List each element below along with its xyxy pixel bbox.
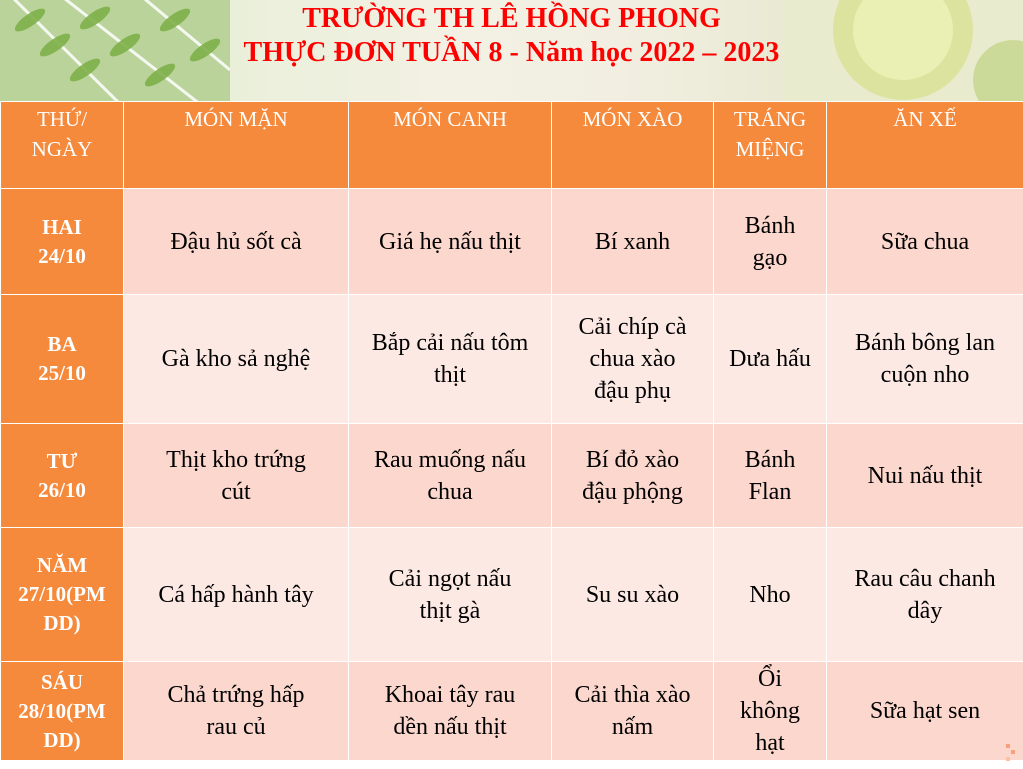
dish-text: Bí đỏ xào [585, 446, 680, 473]
dish-text: đậu phộng [582, 478, 683, 505]
dish-text: Bí xanh [594, 228, 671, 255]
header-stir-fry [552, 102, 714, 189]
day-label: HAI [42, 214, 82, 239]
stir-fry-cell [552, 424, 714, 528]
table-row [1, 424, 1023, 528]
main-dish-cell [124, 528, 349, 662]
dish-text: dây [907, 597, 943, 624]
dish-text: Đậu hủ sốt cà [170, 228, 302, 255]
day-date: 24/10 [38, 243, 86, 268]
dish-text: cuộn nho [880, 362, 970, 388]
menu-week-title: THỰC ĐƠN TUẦN 8 - Năm học 2022 – 2023 [243, 37, 780, 68]
dish-text: Su su xào [585, 581, 680, 608]
day-date: 28/10(PM [18, 698, 106, 723]
dish-text: thịt gà [419, 597, 481, 624]
header-dessert-line: MIỆNG [735, 137, 805, 161]
day-cell [1, 295, 124, 424]
dish-text: nấm [611, 714, 654, 740]
header-dessert [714, 102, 827, 189]
main-dish-cell [124, 295, 349, 424]
dessert-cell [714, 424, 827, 528]
day-label: BA [47, 332, 77, 356]
day-date: 26/10 [38, 477, 86, 502]
dish-text: Cá hấp hành tây [158, 581, 314, 608]
dish-text: Bánh bông lan [855, 330, 995, 356]
snack-cell [827, 295, 1023, 424]
dish-text: dền nấu thịt [393, 714, 507, 740]
main-dish-cell [124, 424, 349, 528]
soup-cell [349, 189, 552, 295]
stir-fry-cell [552, 295, 714, 424]
stir-fry-cell [552, 189, 714, 295]
snack-cell [827, 662, 1023, 761]
corner-dots-decoration [1003, 740, 1017, 769]
dish-text: Gà kho sả nghệ [161, 346, 311, 372]
day-cell [1, 424, 124, 528]
day-date: 25/10 [38, 361, 86, 385]
dish-text: Cải thìa xào [574, 682, 691, 708]
snack-cell [827, 189, 1023, 295]
dish-text: thịt [433, 362, 466, 388]
dish-text: gạo [752, 244, 788, 271]
table-header-row [1, 102, 1023, 189]
dish-text: Rau muống nấu [374, 446, 526, 473]
snack-cell [827, 424, 1023, 528]
main-dish-cell [124, 189, 349, 295]
dish-text: Nho [749, 581, 791, 608]
header-dessert-line: TRÁNG [733, 107, 807, 131]
stir-fry-cell [552, 662, 714, 761]
day-label: NĂM [36, 553, 88, 577]
dessert-cell [714, 528, 827, 662]
day-date: DD) [43, 611, 81, 635]
dish-text: Dưa hấu [729, 346, 811, 372]
dish-text: hạt [755, 730, 785, 756]
snack-cell [827, 528, 1023, 662]
dish-text: Bắp cải nấu tôm [371, 330, 529, 356]
table-row [1, 295, 1023, 424]
dish-text: Bánh [744, 446, 796, 473]
day-label: SÁU [40, 669, 83, 694]
dish-text: Bánh [744, 212, 796, 239]
day-label: TƯ [46, 448, 78, 473]
day-date: DD) [43, 727, 81, 752]
dish-text: Sữa hạt sen [869, 698, 981, 724]
dessert-cell [714, 295, 827, 424]
header-day [1, 102, 124, 189]
day-date: 27/10(PM [18, 582, 106, 606]
dish-text: Khoai tây rau [384, 682, 516, 708]
header-main-dish: MÓN MẶN [124, 102, 349, 189]
dish-text: Cải ngọt nấu [388, 565, 512, 592]
soup-cell [349, 295, 552, 424]
page-title [0, 2, 1023, 70]
stir-fry-cell [552, 528, 714, 662]
dish-text: Flan [748, 478, 792, 505]
dessert-cell [714, 662, 827, 761]
header-soup: MÓN CANH [349, 102, 552, 189]
dish-text: Rau câu chanh [854, 565, 996, 592]
header-stir-fry-line: MÓN XÀO [582, 107, 683, 131]
dish-text: Sữa chua [880, 228, 970, 255]
dish-text: Giá hẹ nấu thịt [379, 228, 521, 255]
dish-text: đậu phụ [594, 378, 671, 404]
main-dish-cell [124, 662, 349, 761]
day-cell [1, 528, 124, 662]
dish-text: không [740, 698, 800, 724]
table-row [1, 189, 1023, 295]
dessert-cell [714, 189, 827, 295]
dish-text: Ổi [758, 666, 782, 692]
dish-text: cút [221, 478, 251, 505]
dish-text: Thịt kho trứng [166, 446, 306, 473]
bottom-strip [0, 760, 1023, 769]
soup-cell [349, 528, 552, 662]
day-cell [1, 662, 124, 761]
dish-text: Chả trứng hấp [167, 682, 305, 708]
soup-cell [349, 424, 552, 528]
soup-cell [349, 662, 552, 761]
day-cell [1, 189, 124, 295]
header-day-line: THỨ/ [36, 107, 88, 131]
school-name: TRƯỜNG TH LÊ HỒNG PHONG [302, 3, 721, 34]
dish-text: Nui nấu thịt [867, 462, 983, 489]
header-day-line: NGÀY [31, 137, 93, 161]
dish-text: rau củ [206, 714, 266, 740]
dish-text: Cải chíp cà [578, 314, 687, 340]
table-row [1, 662, 1023, 761]
dish-text: chua xào [589, 346, 676, 372]
header-snack: ĂN XẾ [827, 102, 1023, 189]
weekly-menu-table [0, 101, 1023, 761]
dish-text: chua [427, 478, 473, 505]
table-row [1, 528, 1023, 662]
